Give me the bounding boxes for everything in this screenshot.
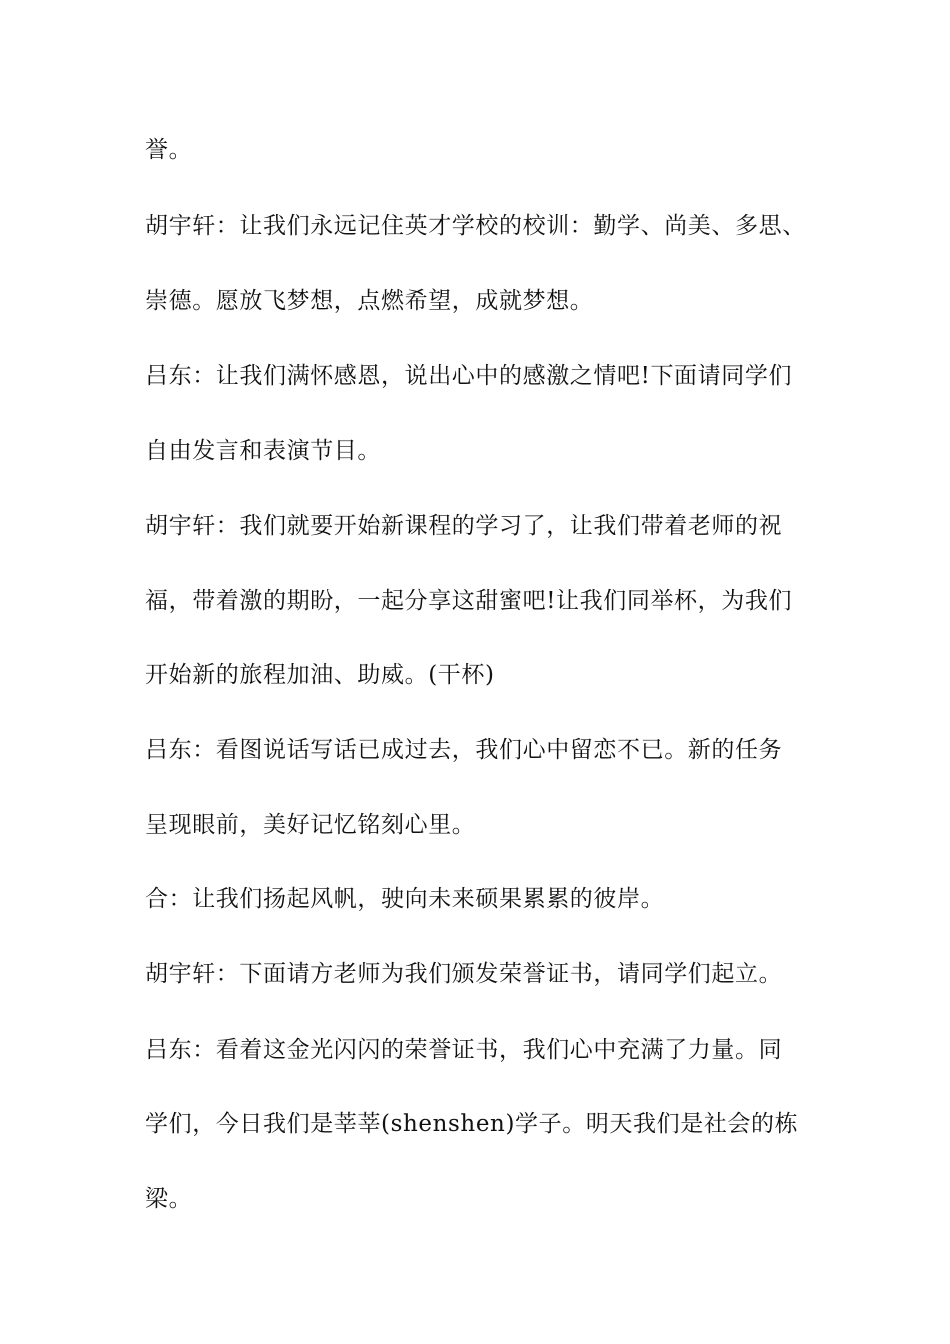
text-line: 吕东：让我们满怀感恩，说出心中的感激之情吧!下面请同学们 <box>145 363 793 389</box>
text-line: 学们，今日我们是莘莘(shenshen)学子。明天我们是社会的栋 <box>145 1111 799 1137</box>
text-line: 胡宇轩：我们就要开始新课程的学习了，让我们带着老师的祝 <box>145 513 783 539</box>
text-line: 胡宇轩：让我们永远记住英才学校的校训：勤学、尚美、多思、 <box>145 213 806 239</box>
text-line: 胡宇轩：下面请方老师为我们颁发荣誉证书，请同学们起立。 <box>145 961 783 987</box>
text-line: 誉。 <box>145 137 193 163</box>
text-line: 吕东：看着这金光闪闪的荣誉证书，我们心中充满了力量。同 <box>145 1037 783 1063</box>
text-line: 梁。 <box>145 1186 193 1212</box>
text-line: 开始新的旅程加油、助威。(干杯) <box>145 662 495 688</box>
text-line: 福，带着激的期盼，一起分享这甜蜜吧!让我们同举杯，为我们 <box>145 588 793 614</box>
text-line: 自由发言和表演节目。 <box>145 438 381 464</box>
text-line: 崇德。愿放飞梦想，点燃希望，成就梦想。 <box>145 288 594 314</box>
text-line: 合：让我们扬起风帆，驶向未来硕果累累的彼岸。 <box>145 886 665 912</box>
text-line: 呈现眼前，美好记忆铭刻心里。 <box>145 812 476 838</box>
text-line: 吕东：看图说话写话已成过去，我们心中留恋不已。新的任务 <box>145 737 783 763</box>
